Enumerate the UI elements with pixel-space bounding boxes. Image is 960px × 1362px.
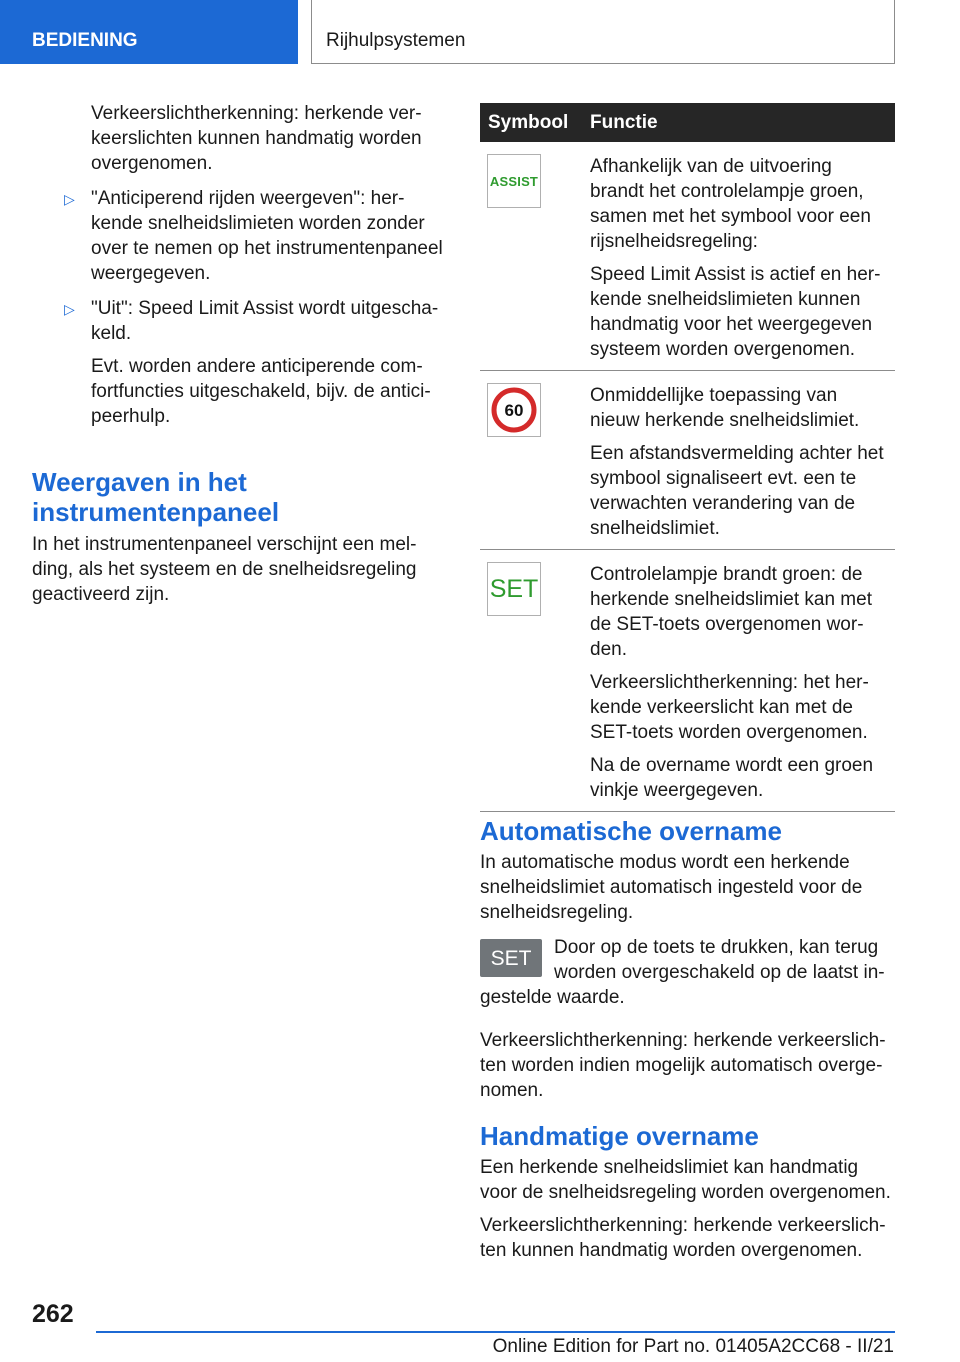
list-item-text: "Uit": Speed Limit Assist wordt uitgeschakeld. bbox=[91, 298, 439, 344]
section-label: BEDIENING bbox=[32, 30, 138, 51]
function-text: Een afstandsvermelding achter het symbool signaliseert evt. een te verwachten verandering van de snelheidslimiet. bbox=[590, 443, 884, 539]
function-text: Afhankelijk van de uitvoering brandt het controlelampje groen, samen met het symbool voor een rijsnelheidsregeling: bbox=[590, 156, 871, 252]
paragraph: Een herkende snelheidslimiet kan handmatig voor de snelheidsregeling worden overgenomen. bbox=[480, 1157, 891, 1203]
section-heading: Handmatige overname bbox=[480, 1121, 759, 1151]
triangle-bullet-icon: ▷ bbox=[64, 301, 75, 317]
function-cell bbox=[582, 142, 895, 371]
function-text: Onmiddellijke toepassing van nieuw herkende snelheidslimiet. bbox=[590, 385, 860, 431]
function-text: Controlelampje brandt groen: de herkende snelheidslimiet kan met de SET-toets overgenomen worden. bbox=[590, 564, 872, 660]
page-number: 262 bbox=[32, 1300, 74, 1328]
set-indicator-icon bbox=[487, 562, 541, 616]
list-item bbox=[32, 296, 448, 429]
set-icon-label: SET bbox=[489, 574, 539, 603]
paragraph: In het instrumentenpaneel verschijnt een melding, als het systeem en de snelheidsregeling geactiveerd zijn. bbox=[32, 534, 417, 605]
symbol-cell bbox=[480, 371, 582, 550]
speed-limit-sign-graphic bbox=[491, 387, 537, 433]
function-text: Verkeerslichtherkenning: het herkende verkeerslicht kan met de SET-toets worden overgenomen. bbox=[590, 672, 869, 743]
table-row bbox=[480, 371, 895, 550]
list-item-note: Evt. worden andere anticiperende comfortfuncties uitgeschakeld, bijv. de anticipeerhulp. bbox=[91, 356, 431, 427]
paragraph: In automatische modus wordt een herkende snelheidslimiet automatisch ingesteld voor de snelheidsregeling. bbox=[480, 852, 863, 923]
table-header-row bbox=[480, 103, 895, 142]
paragraph: Verkeerslichtherkenning: herkende verkeerslichten worden indien mogelijk automatisch overgenomen. bbox=[480, 1030, 886, 1101]
function-text: Na de overname wordt een groen vinkje weergegeven. bbox=[590, 755, 874, 801]
table-row bbox=[480, 550, 895, 812]
footer-divider bbox=[96, 1331, 895, 1333]
footer-edition: Online Edition for Part no. 01405A2CC68 - II/21 bbox=[492, 1336, 894, 1357]
assist-icon-label: ASSIST bbox=[489, 173, 539, 189]
intro-continuation: Verkeerslichtherkenning: herkende verkeerslichten kunnen handmatig worden overgenomen. bbox=[91, 103, 422, 174]
symbol-table bbox=[480, 103, 895, 812]
speed-limit-value: 60 bbox=[504, 401, 524, 420]
section-tab bbox=[0, 0, 298, 64]
function-cell bbox=[582, 550, 895, 812]
triangle-bullet-icon: ▷ bbox=[64, 191, 75, 207]
set-button-paragraph bbox=[480, 935, 895, 1010]
set-button-icon: SET bbox=[480, 939, 542, 977]
speed-limit-sign-icon bbox=[487, 383, 541, 437]
list-item bbox=[32, 186, 448, 286]
symbol-cell bbox=[480, 550, 582, 812]
paragraph: Verkeerslichtherkenning: herkende verkeerslichten kunnen handmatig worden overgenomen. bbox=[480, 1215, 886, 1261]
section-heading: Automatische overname bbox=[480, 816, 782, 846]
chapter-title-box bbox=[311, 0, 895, 64]
function-cell bbox=[582, 371, 895, 550]
list-item-text: "Anticiperend rijden weergeven": herkende snelheidslimieten worden zonder over te nemen op het instrumentenpaneel weergegeven. bbox=[91, 188, 443, 284]
right-column bbox=[480, 816, 895, 1263]
assist-indicator-icon bbox=[487, 154, 541, 208]
section-heading: Weergaven in het instrumentenpaneel bbox=[32, 467, 280, 527]
symbol-cell bbox=[480, 142, 582, 371]
paragraph-text: Door op de toets te drukken, kan terug worden overgeschakeld op de laatst ingestelde waarde. bbox=[480, 937, 885, 1008]
column-header-function: Functie bbox=[582, 103, 895, 142]
column-header-symbol: Symbool bbox=[480, 103, 582, 142]
chapter-title: Rijhulpsystemen bbox=[326, 30, 466, 51]
function-text: Speed Limit Assist is actief en herkende snelheidslimieten kunnen handmatig voor het weergegeven systeem worden overgenomen. bbox=[590, 264, 881, 360]
left-column bbox=[32, 101, 448, 607]
table-row bbox=[480, 142, 895, 371]
